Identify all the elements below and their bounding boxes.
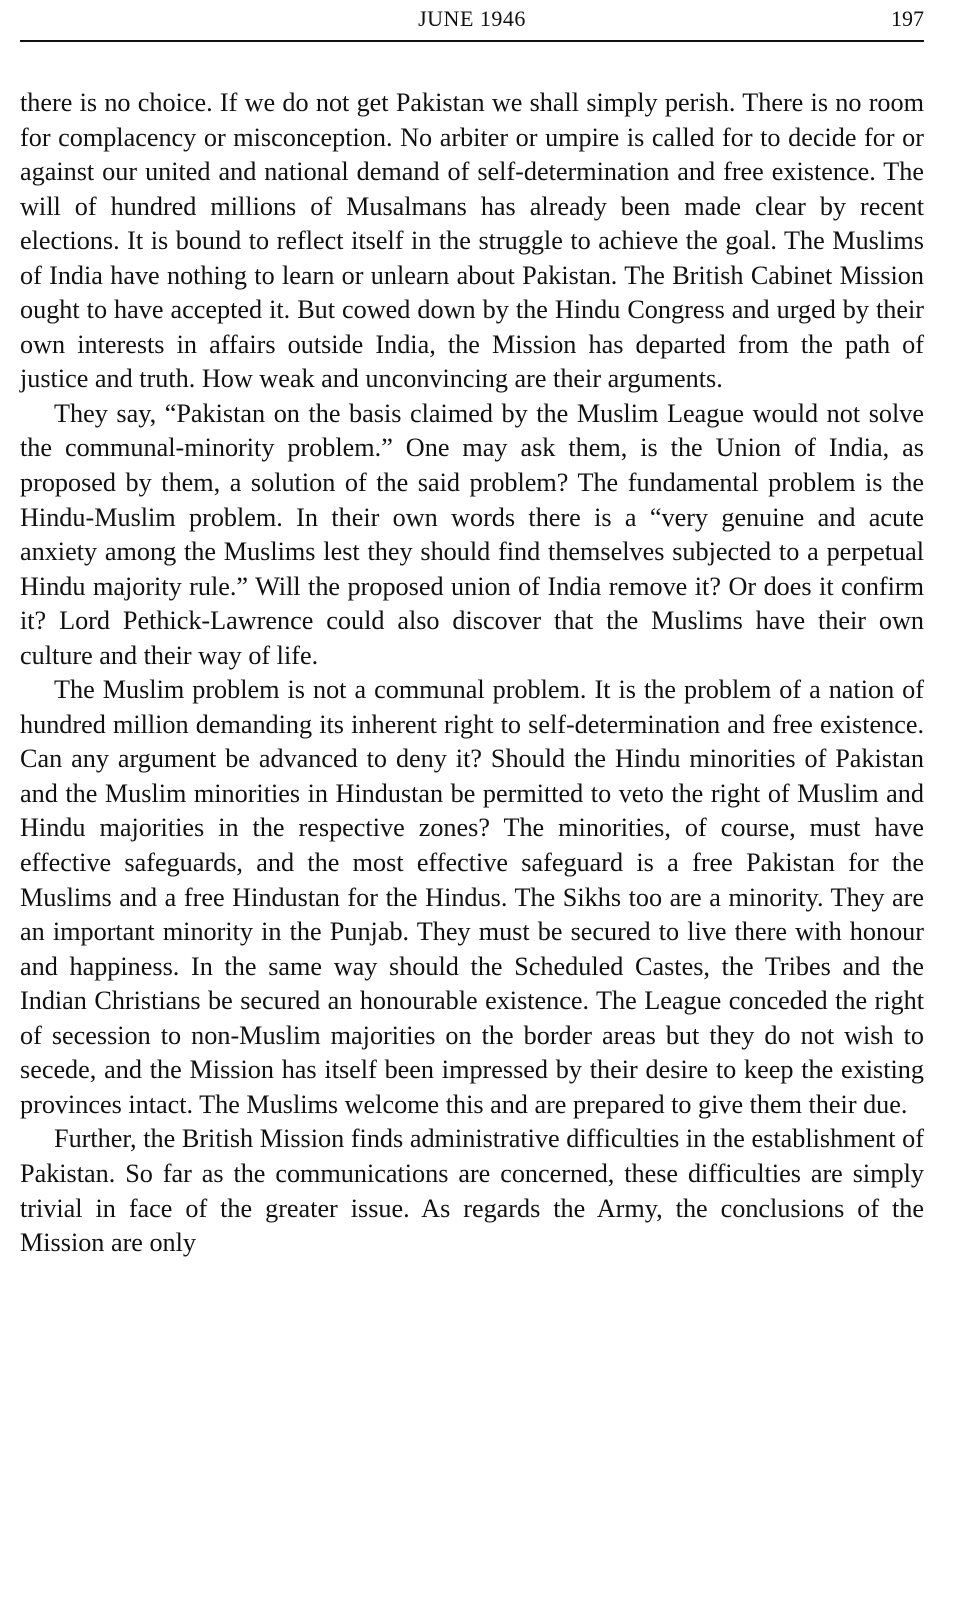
running-header	[20, 4, 924, 42]
running-title: JUNE 1946	[418, 6, 526, 31]
paragraph-muslim-problem: The Muslim problem is not a communal problem. It is the problem of a nation of hundred million demanding its inherent right to self-determination and free existence. Can any argument be advanced to deny it? Should the Hindu minorities of Pakistan and the Muslim minorities in Hindustan be permitted to veto the right of Muslim and Hindu majorities in the respective zones? The minorities, of course, must have effective safeguards, and the most effective safeguard is a free Pakistan for the Muslims and a free Hindustan for the Hindus. The Sikhs too are a minority. They are an important minority in the Punjab. They must be secured to live there with honour and happiness. In the same way should the Scheduled Castes, the Tribes and the Indian Christians be secured an honourable existence. The League conceded the right of secession to non-Muslim majorities on the border areas but they do not wish to secede, and the Mission has itself been impressed by their desire to keep the existing provinces intact. The Muslims welcome this and are prepared to give them their due.	[20, 675, 924, 1119]
body-text	[20, 86, 924, 1261]
paragraph-administrative-difficulties: Further, the British Mission finds administrative difficulties in the establishment of Pakistan. So far as the communications are concerned, these difficulties are simply trivial in face of the greater issue. As regards the Army, the conclusions of the Mission are only	[20, 1124, 924, 1258]
paragraph-continuation: there is no choice. If we do not get Pakistan we shall simply perish. There is no room for complacency or misconception. No arbiter or umpire is called for to decide for or against our united and national demand of self-determination and free existence. The will of hundred millions of Musalmans has already been made clear by recent elections. It is bound to reflect itself in the struggle to achieve the goal. The Muslims of India have nothing to learn or unlearn about Pakistan. The British Cabinet Mission ought to have accepted it. But cowed down by the Hindu Congress and urged by their own interests in affairs outside India, the Mission has departed from the path of justice and truth. How weak and unconvincing are their arguments.	[20, 88, 924, 394]
page-number: 197	[891, 6, 924, 31]
paragraph-they-say: They say, “Pakistan on the basis claimed by the Muslim League would not solve the communal-minority problem.” One may ask them, is the Union of India, as proposed by them, a solution of the said problem? The fundamental problem is the Hindu-Muslim problem. In their own words there is a “very genuine and acute anxiety among the Muslims lest they should find themselves subjected to a perpetual Hindu majority rule.” Will the proposed union of India remove it? Or does it confirm it? Lord Pethick-Lawrence could also discover that the Muslims have their own culture and their way of life.	[20, 398, 924, 670]
